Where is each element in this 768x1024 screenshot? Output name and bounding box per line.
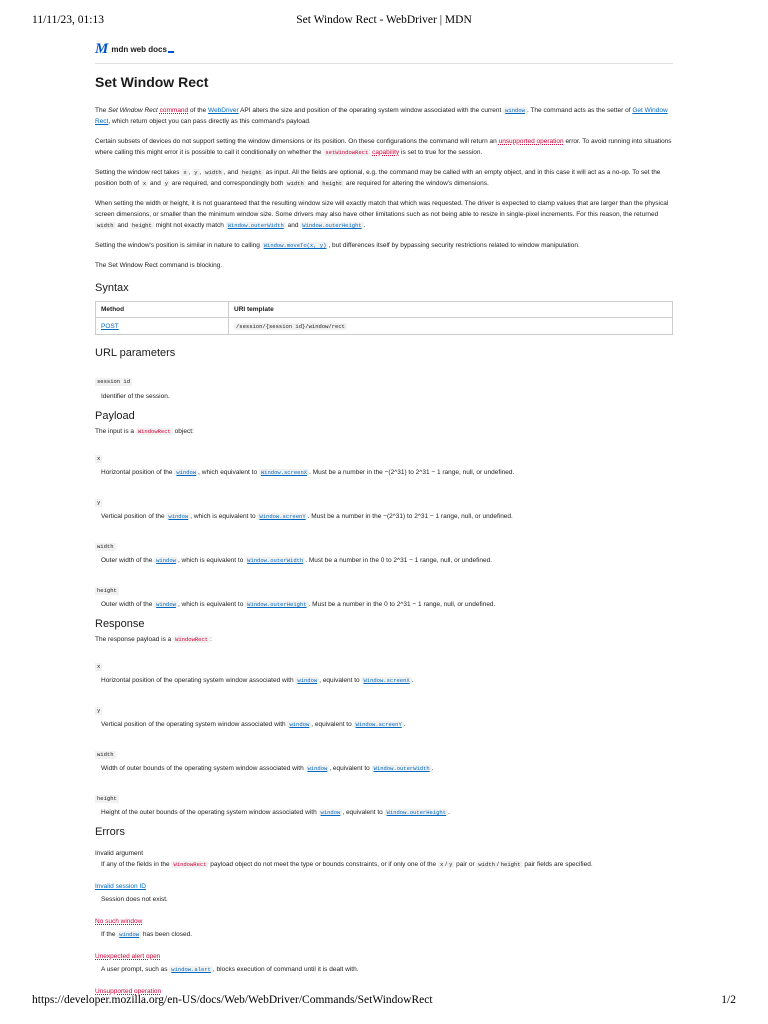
- print-footer: [32, 994, 736, 1010]
- outerheight-code-link[interactable]: Window.outerHeight: [302, 222, 362, 229]
- uri-cell: [229, 318, 673, 335]
- mdn-logo[interactable]: [95, 42, 174, 56]
- response-list: [95, 655, 673, 818]
- list-item: [95, 579, 673, 610]
- logo-underscore-icon: [168, 51, 174, 53]
- window-code-link[interactable]: window: [297, 677, 318, 684]
- response-intro: The response payload is a WindowRect :: [95, 636, 212, 643]
- syntax-table: [95, 301, 673, 335]
- print-date: 11/11/23, 01:13: [32, 14, 104, 26]
- list-item: [95, 699, 673, 730]
- session-id-desc: Identifier of the session.: [101, 393, 170, 400]
- code-x: x: [183, 169, 187, 176]
- invalid-argument-term: Invalid argument: [95, 850, 144, 857]
- response-height-desc: Height of the outer bounds of the operating system window associated with window , equivalent to Window.outerHeight .: [101, 809, 450, 816]
- windowrect-code[interactable]: WindowRect: [175, 636, 209, 643]
- url-parameters-heading: URL parameters: [95, 347, 176, 359]
- table-row: [96, 318, 673, 335]
- setwindowrect-code[interactable]: setWindowRect: [325, 149, 369, 156]
- screeny-code-link[interactable]: Window.screenY: [259, 513, 306, 520]
- print-url: https://developer.mozilla.org/en-US/docs/Web/WebDriver/Commands/SetWindowRect: [32, 994, 433, 1006]
- outerwidth-code-link[interactable]: Window.outerWidth: [227, 222, 284, 229]
- payload-height-desc: Outer width of the window , which is equivalent to Window.outerHeight . Must be a number in the 0 to 2^31 − 1 range, null, or undefined.: [101, 601, 496, 608]
- code-width: width: [287, 180, 304, 187]
- response-width-desc: Width of outer bounds of the operating system window associated with window , equivalent to Window.outerWidth .: [101, 765, 434, 772]
- code-height: height: [500, 861, 521, 868]
- term-y: y: [97, 499, 101, 506]
- no-such-window-desc: If the window has been closed.: [101, 931, 193, 938]
- unexpected-alert-open-desc: A user prompt, such as window.alert , blocks execution of command until it is dealt with.: [101, 966, 359, 973]
- capability-link[interactable]: capability: [372, 149, 400, 156]
- code-y: y: [194, 169, 198, 176]
- intro-paragraph-5: Setting the window's position is similar in nature to calling Window.moveTo(x, y) , but differences itself by bypassing security restrictions related to window manipulation.: [95, 242, 580, 249]
- outerheight-code-link[interactable]: Window.outerHeight: [386, 809, 447, 816]
- session-id-term: session id: [97, 378, 131, 385]
- response-x-desc: Horizontal position of the operating system window associated with window , equivalent to Window.screenX .: [101, 677, 414, 684]
- moveto-code-link[interactable]: Window.moveTo(x, y): [263, 242, 327, 249]
- intro-paragraph-4: When setting the width or height, it is not guaranteed that the resulting window size will exactly match that which was requested. The driver is expected to clamp values that are larger than the physical screen dimensions, or smaller than the minimum window size. Some drivers may also have other limitations such as not being able to resize in single-pixel increments. For this reason, the returned width and height might not exactly match Window.outerWidth and Window.outerHeight .: [95, 200, 669, 229]
- window-code-link[interactable]: window: [156, 601, 176, 608]
- code-width: width: [205, 169, 222, 176]
- response-y-desc: Vertical position of the operating system window associated with window , equivalent to Window.screenY .: [101, 721, 406, 728]
- outerheight-code-link[interactable]: Window.outerHeight: [247, 601, 307, 608]
- error-invalid-argument: [95, 848, 673, 870]
- window-code-link[interactable]: window: [505, 107, 525, 114]
- payload-x-desc: Horizontal position of the window , which equivalent to Window.screenX . Must be a number in the −(2^31) to 2^31 − 1 range, null, or undefined.: [101, 469, 515, 476]
- code-height: height: [322, 180, 343, 187]
- intro-paragraph-3: Setting the window rect takes x , y , width , and height as input. All the fields are optional, e.g. the command may be called with an empty object, and in this case it will act as a no-op. To set the position both of x and y are required, and correspondingly both width and height are required for altering the window's dimensions.: [95, 169, 661, 187]
- windowrect-code[interactable]: WindowRect: [173, 861, 207, 868]
- window-code-link[interactable]: window: [168, 513, 189, 520]
- page-title: Set Window Rect: [95, 74, 209, 90]
- screeny-code-link[interactable]: Window.screenY: [355, 721, 402, 728]
- syntax-heading: Syntax: [95, 282, 129, 294]
- code-x: x: [439, 861, 444, 868]
- term-width: width: [97, 751, 114, 758]
- term-y: y: [97, 707, 101, 714]
- screenx-code-link[interactable]: Window.screenX: [363, 677, 410, 684]
- intro-paragraph-1: The Set Window Rect command of the WebDriver API alters the size and position of the operating system window associated with the current window . The command acts as the setter of Get Window Rect, which return object you can pass directly as this command's payload.: [95, 107, 668, 125]
- response-heading: Response: [95, 618, 145, 630]
- list-item: [95, 491, 673, 522]
- invalid-session-id-desc: Session does not exist.: [101, 896, 168, 903]
- payload-list: [95, 447, 673, 610]
- payload-width-desc: Outer width of the window , which is equivalent to Window.outerWidth . Must be a number in the 0 to 2^31 − 1 range, null, or undefined.: [101, 557, 493, 564]
- window-alert-code-link[interactable]: window.alert: [171, 966, 211, 973]
- term-height: height: [97, 795, 117, 802]
- term-height: height: [97, 587, 117, 594]
- post-link[interactable]: POST: [101, 322, 119, 330]
- screenx-code-link[interactable]: Window.screenX: [260, 469, 308, 476]
- window-code-link[interactable]: window: [320, 809, 341, 816]
- webdriver-link[interactable]: WebDriver: [208, 107, 239, 114]
- no-such-window-link[interactable]: No such window: [95, 918, 143, 925]
- intro-paragraph-6: The Set Window Rect command is blocking.: [95, 262, 223, 269]
- uri-template-header: URI template: [229, 302, 673, 318]
- error-invalid-session-id: [95, 881, 673, 905]
- print-header: [32, 14, 736, 30]
- unsupported-operation-error-link[interactable]: Unsupported operation: [95, 988, 162, 995]
- method-header: Method: [96, 302, 229, 318]
- term-x: x: [97, 663, 101, 670]
- code-height: height: [242, 169, 262, 176]
- uri-template-code: /session/{session id}/window/rect: [236, 322, 345, 330]
- outerwidth-code-link[interactable]: Window.outerWidth: [373, 765, 430, 772]
- header-divider: [95, 63, 673, 64]
- code-x: x: [142, 180, 147, 187]
- payload-heading: Payload: [95, 410, 135, 422]
- print-title: Set Window Rect - WebDriver | MDN: [296, 14, 472, 26]
- window-code-link[interactable]: window: [156, 557, 176, 564]
- list-item: [95, 535, 673, 566]
- windowrect-code[interactable]: WindowRect: [137, 428, 171, 435]
- window-code-link[interactable]: window: [119, 931, 140, 938]
- unsupported-operation-link[interactable]: unsupported operation: [498, 138, 564, 145]
- code-y: y: [164, 180, 168, 187]
- intro-paragraph-2: Certain subsets of devices do not support setting the window dimensions or its position. On these configurations the command will return an unsupported operation error. To avoid running into situations where calling this might error it is possible to call it conditionally on whether the setWindowRect capability is set to true for the session.: [95, 138, 672, 156]
- invalid-argument-desc: If any of the fields in the WindowRect payload object do not meet the type or bounds constraints, or if only one of the x y pair or width / height pair fields are specified.: [101, 861, 593, 868]
- table-header-row: [96, 302, 673, 318]
- url-param-session-id: [95, 370, 673, 402]
- list-item: [95, 743, 673, 774]
- unexpected-alert-open-link[interactable]: Unexpected alert open: [95, 953, 161, 960]
- window-code-link[interactable]: window: [289, 721, 310, 728]
- mdn-logo-text: mdn web docs: [111, 45, 174, 54]
- article: [95, 74, 673, 997]
- mdn-logo-icon: M: [95, 41, 108, 57]
- invalid-session-id-link[interactable]: Invalid session ID: [95, 883, 146, 890]
- payload-intro: The input is a WindowRect object:: [95, 428, 194, 435]
- code-y: y: [449, 861, 453, 868]
- get-window-rect-link[interactable]: Get Window Rect: [95, 107, 668, 125]
- payload-y-desc: Vertical position of the window , which is equivalent to Window.screenY . Must be a number in the −(2^31) to 2^31 − 1 range, null, or undefined.: [101, 513, 513, 520]
- code-width: width: [97, 222, 114, 229]
- term-x: x: [97, 455, 101, 462]
- list-item: [95, 787, 673, 818]
- print-page-number: 1/2: [721, 994, 736, 1006]
- code-width: width: [478, 861, 495, 868]
- error-no-such-window: [95, 916, 673, 940]
- command-link[interactable]: command: [159, 107, 189, 114]
- method-cell: [96, 318, 229, 335]
- list-item: [95, 447, 673, 478]
- term-width: width: [97, 543, 114, 550]
- window-code-link[interactable]: window: [176, 469, 197, 476]
- outerwidth-code-link[interactable]: Window.outerWidth: [247, 557, 304, 564]
- list-item: [95, 655, 673, 686]
- code-height: height: [131, 222, 152, 229]
- window-code-link[interactable]: window: [307, 765, 328, 772]
- errors-heading: Errors: [95, 826, 125, 838]
- error-unexpected-alert-open: [95, 951, 673, 975]
